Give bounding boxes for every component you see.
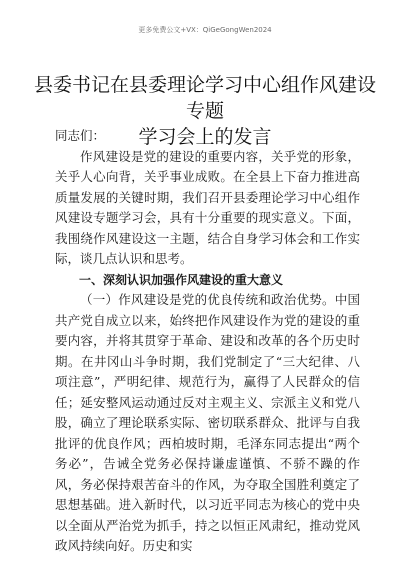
title-line-1: 县委书记在县委理论学习中心组作风建设专题 [33, 74, 376, 122]
intro-paragraph: 作风建设是党的建设的重要内容，关乎党的形象，关乎人心向背，关乎事业成败。在全县上下奋力推进高质量发展的关键时期，我们召开县委理论学习中心组作风建设专题学习会，具有十分重要的现实意义。下面，我围绕作风建设这一主题，结合自身学习体会和工作实际，谈几点认识和思考。 [55, 148, 360, 266]
subsection-paragraph: （一）作风建设是党的优良传统和政治优势。中国共产党自成立以来，始终把作风建设作为党的建设的重要内容，并将其贯穿于革命、建设和改革的各个历史时期。在井冈山斗争时期，我们党制定了“三大纪律、八项注意”，严明纪律、规范行为，赢得了人民群众的信任；延安整风运动通过反对主观主义、宗派主义和党八股，确立了理论联系实际、密切联系群众、批评与自我批评的优良作风；西柏坡时期，毛泽东同志提出“两个务必”，告诫全党务必保持谦虚谨慎、不骄不躁的作风，务必保持艰苦奋斗的作风，为夺取全国胜利奠定了思想基础。进入新时代，以习近平同志为核心的党中央以全面从严治党为抓手，持之以恒正风肃纪，推动党风政风持续向好。历史和实 [55, 292, 360, 553]
section-heading: 一、深刻认识加强作风建设的重大意义 [79, 272, 284, 287]
watermark-text: 更多免费公文+VX：QiGeGongWen2024 [138, 26, 272, 34]
title-line-2: 学习会上的发言 [138, 126, 272, 148]
greeting: 同志们： [55, 128, 106, 143]
document-body [55, 126, 360, 557]
